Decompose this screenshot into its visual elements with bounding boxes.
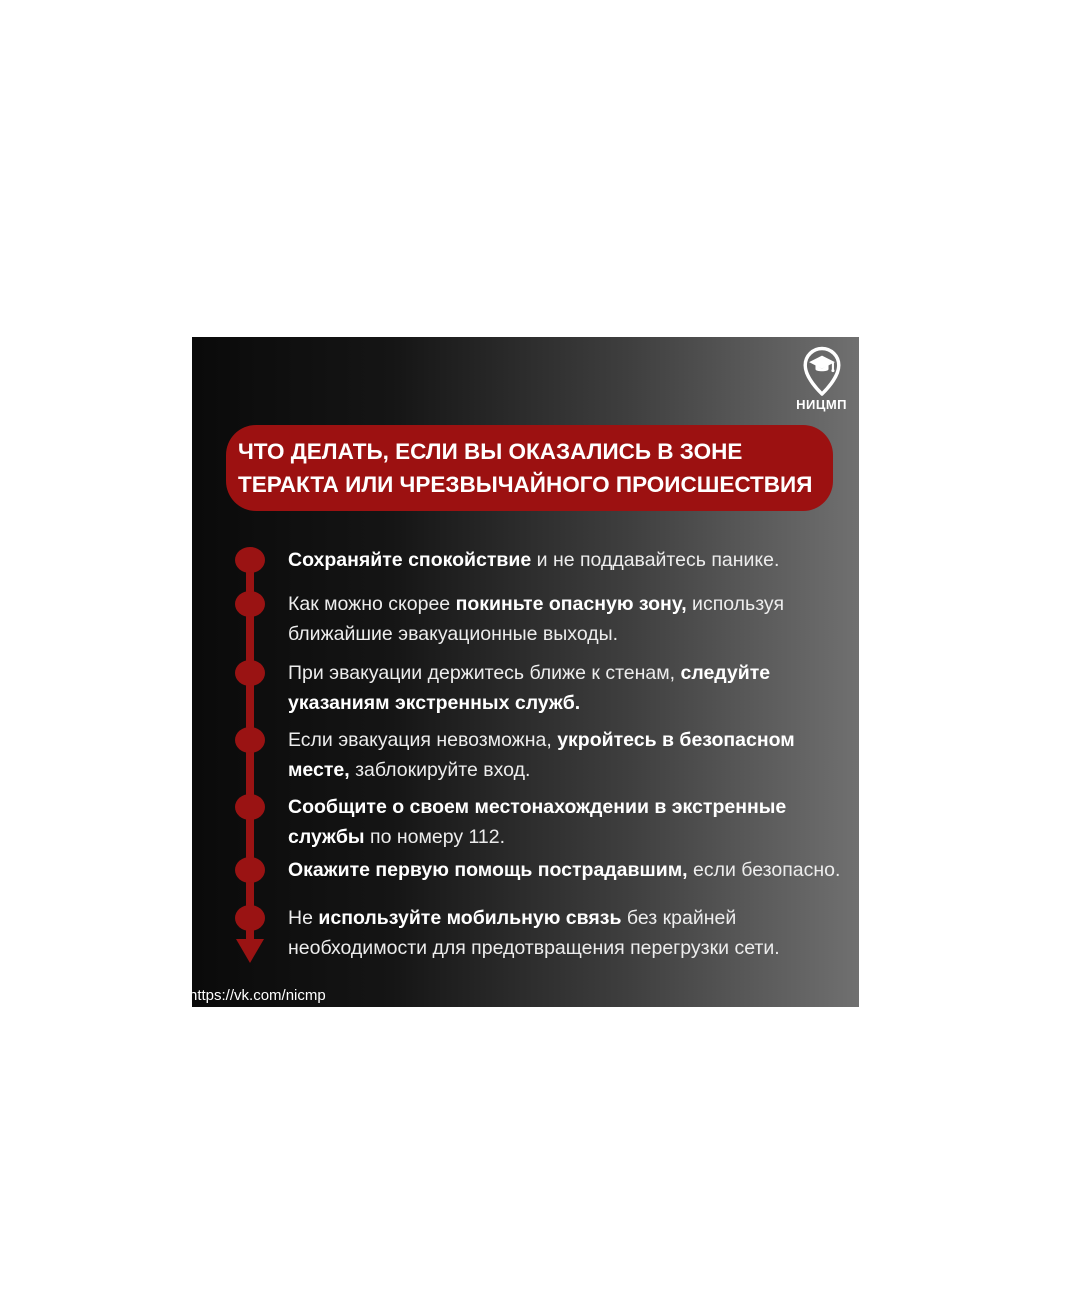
- timeline-dot: [235, 857, 265, 883]
- instruction-item: Сообщите о своем местонахождении в экстренные службы по номеру 112.: [288, 796, 787, 848]
- logo-org-name: НИЦМП: [796, 397, 847, 412]
- infographic-card: [189, 337, 859, 1007]
- footer-url: https://vk.com/nicmp: [189, 987, 326, 1004]
- instruction-item: Сохраняйте спокойствие и не поддавайтесь панике.: [288, 549, 780, 571]
- instruction-item: При эвакуации держитесь ближе к стенам, следуйте указаниям экстренных служб.: [288, 662, 771, 714]
- timeline-arrow-down-icon: [236, 939, 264, 963]
- page-title-line1: ЧТО ДЕЛАТЬ, ЕСЛИ ВЫ ОКАЗАЛИСЬ В ЗОНЕ: [238, 439, 743, 464]
- page-title-line2: ТЕРАКТА ИЛИ ЧРЕЗВЫЧАЙНОГО ПРОИСШЕСТВИЯ: [238, 472, 813, 497]
- location-pin-graduation-cap-icon: [799, 345, 845, 397]
- timeline-dot: [235, 660, 265, 686]
- logo: [796, 345, 847, 412]
- instruction-item: Как можно скорее покиньте опасную зону, используя ближайшие эвакуационные выходы.: [288, 593, 785, 645]
- instruction-item: Окажите первую помощь пострадавшим, если безопасно.: [288, 859, 841, 881]
- instruction-item: Не используйте мобильную связь без крайней необходимости для предотвращения перегрузки сети.: [288, 907, 780, 959]
- timeline-dot: [235, 591, 265, 617]
- timeline-dot: [235, 905, 265, 931]
- timeline-dot: [235, 547, 265, 573]
- instruction-item: Если эвакуация невозможна, укройтесь в безопасном месте, заблокируйте вход.: [288, 729, 795, 781]
- timeline-dot: [235, 794, 265, 820]
- timeline-dot: [235, 727, 265, 753]
- title-banner: [226, 425, 833, 511]
